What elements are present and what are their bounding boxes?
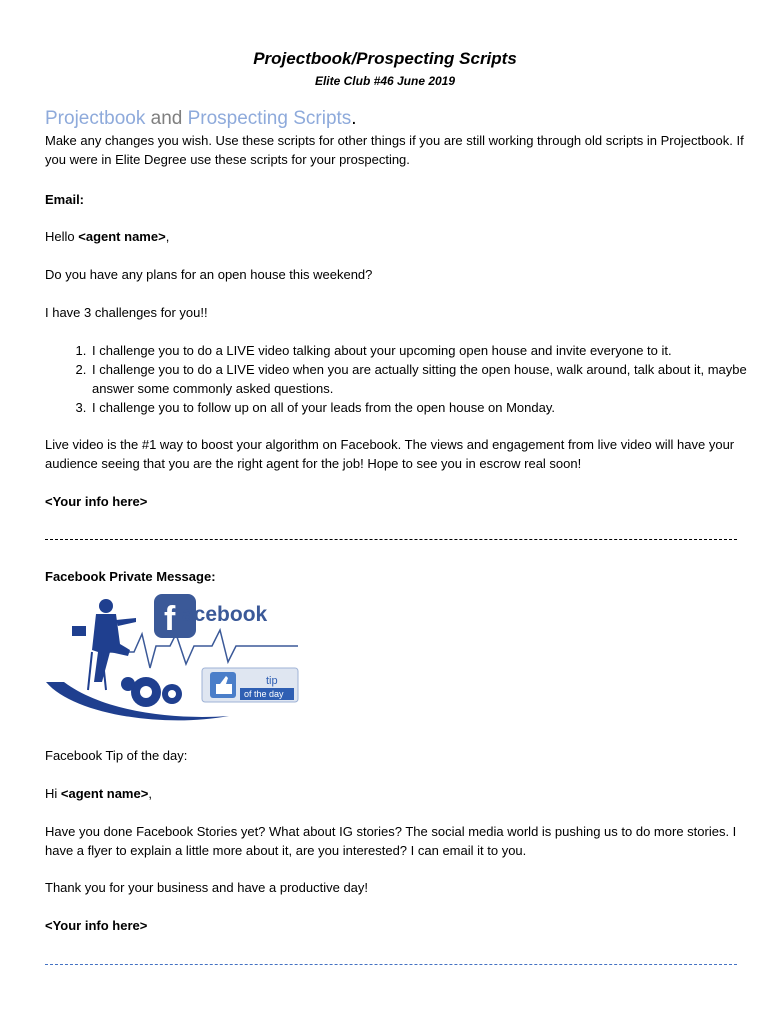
heading-projectbook: Projectbook [45,108,146,129]
of-the-day-text: of the day [244,689,284,699]
greeting-comma: , [165,229,170,244]
stool-leg [88,652,92,690]
facebook-f: f [164,600,176,638]
email-greeting [45,227,745,246]
agent-name-placeholder: <agent name> [78,229,166,244]
person-head [99,599,113,613]
email-label: Email: [45,192,85,207]
live-video-paragraph: Live video is the #1 way to boost your algorithm on Facebook. The views and engagement from live video will have your audience seeing that you are the right agent for the job! Hope to see you in escrow real soon! [45,437,735,471]
email-signature: <Your info here> [45,494,148,509]
section-divider-bottom [45,964,737,965]
agent-name-placeholder: <agent name> [60,786,149,801]
person-arm [116,618,136,626]
intro-paragraph: Make any changes you wish. Use these scripts for other things if you are still working through old scripts in Projectbook. If you were in Elite Degree use these scripts for your prospecting. [45,133,744,167]
facebook-greeting [45,784,745,803]
tip-text: tip [266,675,278,687]
greeting-hello: Hello [45,229,79,244]
document-subtitle: Elite Club #46 June 2019 [314,74,456,88]
challenges-list [45,341,770,417]
open-house-question: Do you have any plans for an open house this weekend? [45,267,373,282]
thanks-paragraph: Thank you for your business and have a productive day! [45,880,369,895]
heading-period: . [351,108,357,129]
challenge-item: 1. I challenge you to do a LIVE video talking about your upcoming open house and invite everyone to it. [90,341,770,360]
challenges-intro: I have 3 challenges for you!! [45,305,208,320]
facebook-label: Facebook Private Message: [45,569,216,584]
facebook-logo-text: acebook [182,603,268,626]
greeting-comma: , [148,786,152,801]
challenge-item: 2. I challenge you to do a LIVE video when you are actually sitting the open house, walk around, talk about it, maybe answer some commonly asked questions. [90,360,770,398]
tip-title: Facebook Tip of the day: [45,748,188,763]
section-heading [45,108,357,130]
heading-prospecting-scripts: Prospecting Scripts [187,108,352,129]
pulse-line [104,630,298,668]
section-divider [45,539,737,540]
stories-paragraph: Have you done Facebook Stories yet? What about IG stories? The social media world is pushing us to do more stories. I have a flyer to explain a little more about it, are you interested? I can email it to you. [45,824,737,858]
document-title: Projectbook/Prospecting Scripts [253,49,517,68]
gear-hole [168,690,176,698]
gear-hole [140,686,152,698]
gear-icon [121,677,135,691]
greeting-hi: Hi [45,786,61,801]
facebook-signature: <Your info here> [45,918,148,933]
challenge-item: 3. I challenge you to follow up on all of your leads from the open house on Monday. [90,398,770,417]
laptop-icon [72,626,86,636]
heading-and: and [145,108,188,129]
facebook-tip-image [44,590,302,722]
